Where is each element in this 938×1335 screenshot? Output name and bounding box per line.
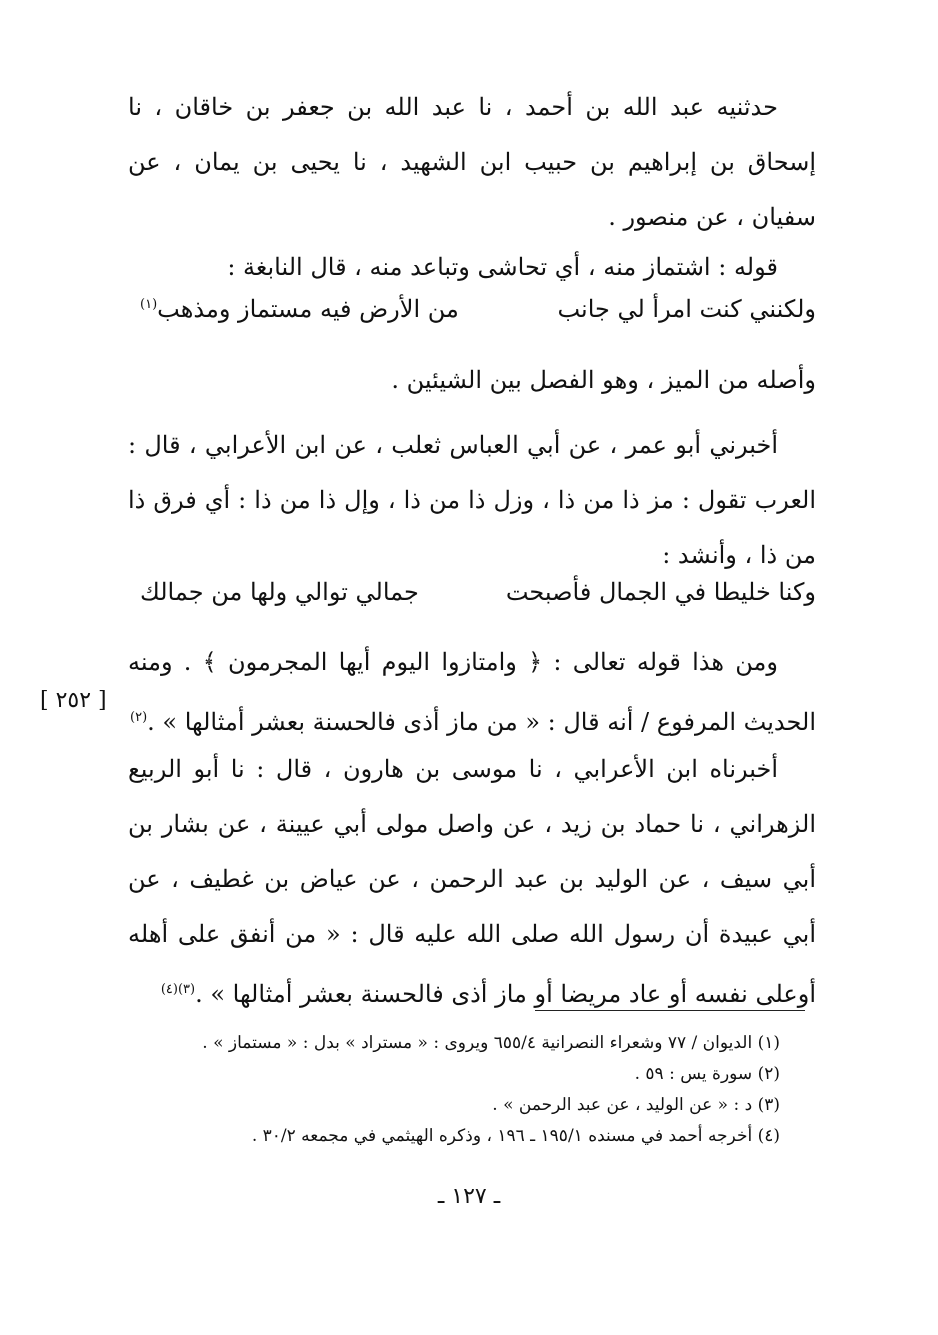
marginal-page-number: [ ٢٥٢ ] <box>40 688 107 713</box>
verse-2 <box>140 578 816 628</box>
paragraph-2 <box>128 240 816 295</box>
isnad-paragraph: حدثنيه عبد الله بن أحمد ، نا عبد الله بن جعفر بن خاقان ، نا إسحاق بن إبراهيم بن حبيب ابن الشهيد ، نا يحيى بن يمان ، عن سفيان ، عن منصور . <box>128 93 816 231</box>
verse-1-second-hemistich: من الأرض فيه مستماز ومذهب$^{(١)}$ <box>140 295 459 323</box>
footnotes <box>160 1028 780 1152</box>
footnote-4: (٤) أخرجه أحمد في مسنده ١٩٥/١ ـ ١٩٦ ، وذكره الهيثمي في مجمعه ٣٠/٢ . <box>251 1126 780 1146</box>
footnote-ref-2: (٢) <box>130 710 148 725</box>
paragraph-4 <box>128 418 816 583</box>
paragraph-5 <box>128 635 816 750</box>
verse-2-second-hemistich: جمالي توالي ولها من جمالك <box>140 578 419 606</box>
footnote-1: (١) الديوان / ٧٧ وشعراء النصرانية ٦٥٥/٤ ويروى : « مستراد » بدل : « مستماز » . <box>202 1033 780 1053</box>
paragraph-3 <box>128 353 816 408</box>
footnote-divider <box>535 1010 805 1011</box>
hadith-paragraph: أخبرناه ابن الأعرابي ، نا موسى بن هارون ، قال : نا أبو الربيع الزهراني ، نا حماد بن زيد ، عن واصل مولى أبي عيينة ، عن بشار بن أبي سيف ، عن الوليد بن عبد الرحمن ، عن عياض بن غطيف ، عن أبي عبيدة أن رسول الله صلى الله عليه قال : « من أنفق على أهله أوعلى نفسه أو عاد مريضا أو ماز أذى فالحسنة بعشر أمثالها » .$^{(٣)(٤)}$ <box>128 755 816 1008</box>
verse-1-first-hemistich: ولكنني كنت امرأ لي جانب <box>557 295 816 323</box>
verse-2-first-hemistich: وكنا خليطا في الجمال فأصبحت <box>505 578 816 606</box>
quran-paragraph: ومن هذا قوله تعالى : ﴿ وامتازوا اليوم أيها المجرمون ﴾ . ومنه الحديث المرفوع / أنه قال : « من ماز أذى فالحسنة بعشر أمثالها » .$^{(٢)}$ <box>128 648 816 736</box>
footnote-ref-3: (٣) <box>177 982 196 997</box>
paragraph-6 <box>128 742 816 1022</box>
footnote-2: (٢) سورة يس : ٥٩ . <box>634 1064 780 1084</box>
footnote-3: (٣) د : « عن الوليد ، عن عبد الرحمن » . <box>492 1095 780 1115</box>
verse-1 <box>140 295 816 345</box>
thalab-paragraph: أخبرني أبو عمر ، عن أبي العباس ثعلب ، عن ابن الأعرابي ، قال : العرب تقول : مز ذا من ذا ، وزل ذا من ذا ، وإل ذا من ذا : أي فرق ذا من ذا ، وأنشد : <box>128 431 816 569</box>
footnote-ref-1: (١) <box>140 297 158 312</box>
footnote-ref-4: (٤) <box>160 982 178 997</box>
paragraph-1 <box>128 80 816 245</box>
origin-paragraph: وأصله من الميز ، وهو الفصل بين الشيئين . <box>391 366 816 394</box>
explanation-paragraph: قوله : اشتماز منه ، أي تحاشى وتباعد منه ، قال النابغة : <box>227 253 778 281</box>
page-number: ـ ١٢٧ ـ <box>437 1184 501 1209</box>
